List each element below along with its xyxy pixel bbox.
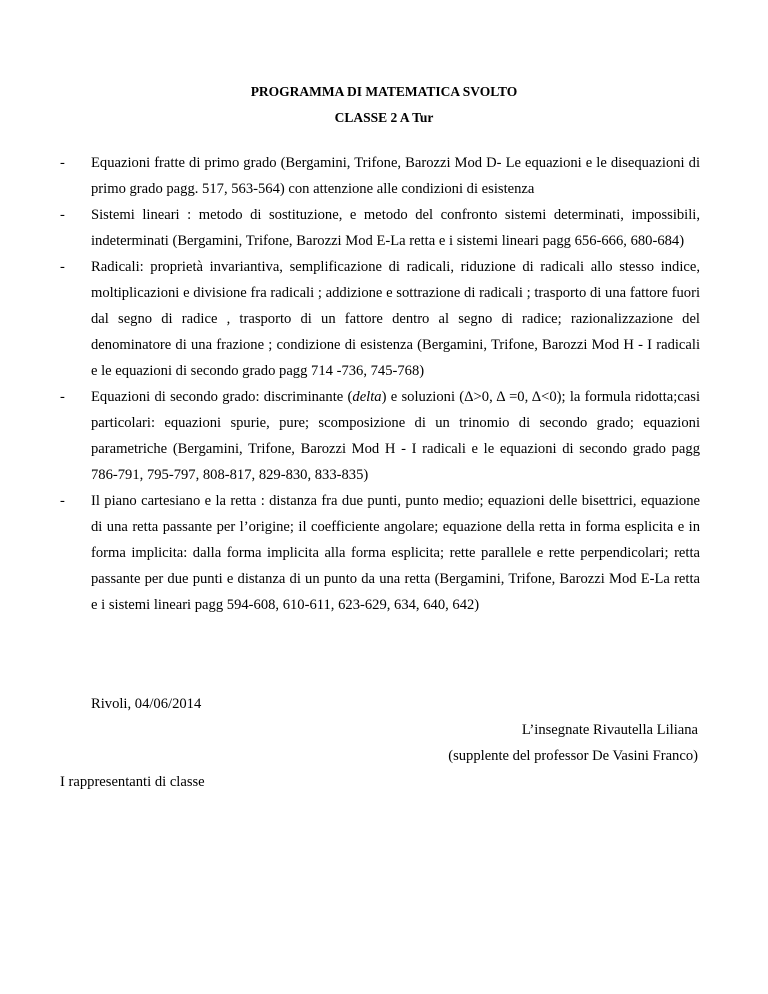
class-label: CLASSE 2 A Tur <box>334 110 434 125</box>
topic-text: Radicali: proprietà invariantiva, semplificazione di radicali, riduzione di radicali allo stesso indice, moltiplicazioni e divisione fra radicali ; addizione e sottrazione di radicali ; trasporto di una fattore fuori dal segno di radice , trasporto di un fattore dentro al segno di radice; razionalizzazione del denominatore di una frazione ; condizione di esistenza (Bergamini, Trifone, Barozzi Mod H - I radicali e le equazioni di secondo grado pagg 714 -736, 745-768) <box>91 259 700 379</box>
topic-item <box>60 150 700 202</box>
topic-item <box>60 254 700 384</box>
topic-text <box>91 389 700 483</box>
topic-text-italic: delta <box>352 389 382 405</box>
list-dash: - <box>60 207 65 223</box>
substitute-note: (supplente del professor De Vasini Franco) <box>448 748 698 764</box>
topic-text-before: Equazioni di secondo grado: discriminante ( <box>91 389 353 405</box>
topic-text: Sistemi lineari : metodo di sostituzione, e metodo del confronto sistemi determinati, impossibili, indeterminati (Bergamini, Trifone, Barozzi Mod E-La retta e i sistemi lineari pagg 656-666, 680-684) <box>91 207 700 249</box>
list-dash: - <box>60 389 65 405</box>
list-dash: - <box>60 155 65 171</box>
list-dash: - <box>60 493 65 509</box>
topic-text-after: ) e soluzioni (Δ>0, Δ =0, Δ<0); la formula ridotta;casi particolari: equazioni spurie, pure; scomposizione di un trinomio di secondo grado; equazioni parametriche (Bergamini, Trifone, Barozzi Mod H - I radicali e le equazioni di secondo grado pagg 786-791, 795-797, 808-817, 829-830, 833-835) <box>91 389 701 483</box>
class-representatives-label: I rappresentanti di classe <box>60 774 205 790</box>
topic-item <box>60 202 700 254</box>
topic-item <box>60 488 700 618</box>
document-title: PROGRAMMA DI MATEMATICA SVOLTO <box>250 84 518 99</box>
topic-text: Il piano cartesiano e la retta : distanza fra due punti, punto medio; equazioni delle bisettrici, equazione di una retta passante per l’origine; il coefficiente angolare; equazione della retta in forma esplicita e in forma implicita: dalla forma implicita alla forma esplicita; rette parallele e rette perpendicolari; retta passante per due punti e distanza di un punto da una retta (Bergamini, Trifone, Barozzi Mod E-La retta e i sistemi lineari pagg 594-608, 610-611, 623-629, 634, 640, 642) <box>91 493 700 613</box>
place-date: Rivoli, 04/06/2014 <box>91 696 202 712</box>
topics-list <box>60 150 700 618</box>
list-dash: - <box>60 259 65 275</box>
teacher-signature-line: L’insegnate Rivautella Liliana <box>521 722 698 738</box>
topic-item <box>60 384 700 488</box>
topic-text: Equazioni fratte di primo grado (Bergamini, Trifone, Barozzi Mod D- Le equazioni e le disequazioni di primo grado pagg. 517, 563-564) con attenzione alle condizioni di esistenza <box>91 155 700 197</box>
